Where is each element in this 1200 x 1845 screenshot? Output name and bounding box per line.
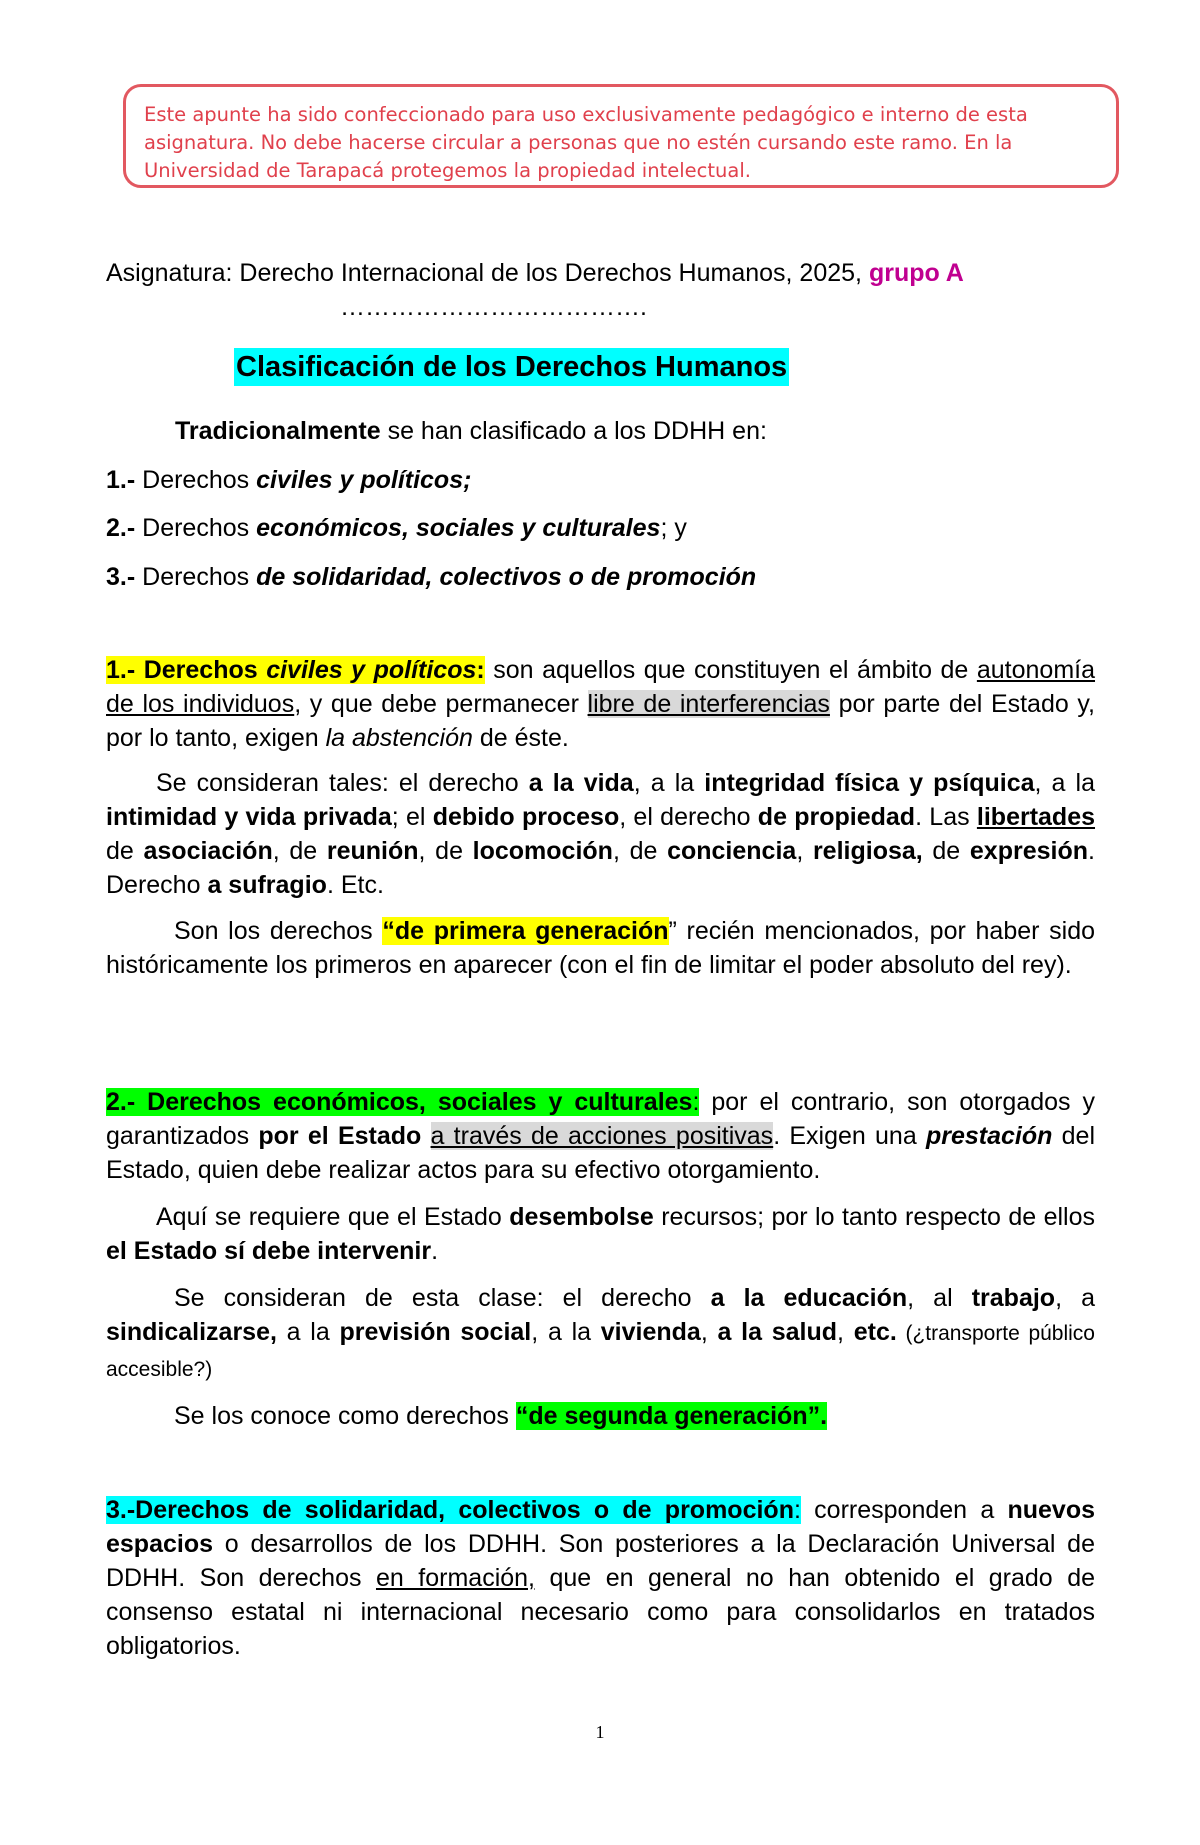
text: , el derecho xyxy=(619,803,758,831)
text: , y que debe permanecer xyxy=(294,690,588,718)
list-item xyxy=(106,463,1096,497)
text: Aquí se requiere que el Estado xyxy=(156,1203,510,1231)
text: . Las xyxy=(915,803,977,831)
list-item xyxy=(106,560,1096,594)
list-number: 1.- xyxy=(106,466,136,494)
text: , de xyxy=(418,837,473,865)
intro-line xyxy=(175,414,1165,448)
list-text: Derechos xyxy=(135,466,257,494)
text xyxy=(421,1122,430,1150)
list-item xyxy=(106,511,1096,545)
dots-line: ………………………………. xyxy=(340,293,647,321)
notice-box xyxy=(123,84,1119,188)
highlight-text: “de primera generación xyxy=(382,917,669,945)
text: . Exigen una xyxy=(773,1122,926,1150)
section1-paragraph xyxy=(106,766,1095,902)
text: , xyxy=(796,837,813,865)
text: , a la xyxy=(1034,769,1095,797)
section2-paragraph xyxy=(106,1281,1095,1387)
bold-text: vivienda xyxy=(600,1318,701,1346)
notice-text: Este apunte ha sido confeccionado para uso exclusivamente pedagógico e interno de esta asignatura. No debe hacerse circular a personas que no estén cursando este ramo. En la Universidad de Tarapacá protegemos la propiedad intelectual. xyxy=(144,103,1028,182)
section3-heading: 3.-Derechos de solidaridad, colectivos o de promoción xyxy=(106,1496,794,1524)
text: o desarrollos de los DDHH. Son posteriores a la Declaración Universal de DDHH. Son derechos xyxy=(106,1530,1095,1592)
section2-paragraph xyxy=(106,1399,1095,1433)
heading-part: civiles y políticos xyxy=(266,656,477,684)
bold-text: nuevos espacios xyxy=(106,1496,1095,1558)
list-suffix: ; y xyxy=(660,514,687,542)
bold-text: el Estado sí debe intervenir xyxy=(106,1237,432,1265)
bold-italic-text: prestación xyxy=(925,1122,1053,1150)
bold-text: etc. xyxy=(853,1318,897,1346)
bold-text: a la vida xyxy=(528,769,634,797)
bold-text: expresión xyxy=(969,837,1089,865)
text: son aquellos que constituyen el ámbito de xyxy=(484,656,977,684)
bold-text: reunión xyxy=(326,837,419,865)
italic-text: la abstención xyxy=(325,724,473,752)
text: a la xyxy=(276,1318,340,1346)
text: ” xyxy=(668,917,677,945)
bold-text: locomoción xyxy=(472,837,613,865)
bold-text: por el Estado xyxy=(258,1122,422,1150)
bold-text: a la educación xyxy=(710,1284,908,1312)
list-text: Derechos xyxy=(135,514,257,542)
text: de éste. xyxy=(472,724,569,752)
small-text: (¿transporte público accesible?) xyxy=(106,1322,1095,1381)
underlined-text: autonomía de los individuos xyxy=(106,656,1096,718)
heading-part: : xyxy=(692,1088,700,1116)
section1-paragraph xyxy=(106,653,1095,755)
list-emphasis: económicos, sociales y culturales xyxy=(256,514,661,542)
text: , de xyxy=(612,837,668,865)
intro-bold: Tradicionalmente xyxy=(175,417,381,445)
bold-text: desembolse xyxy=(509,1203,654,1231)
text: recursos; por lo tanto respecto de ellos xyxy=(653,1203,1096,1231)
page-title: Clasificación de los Derechos Humanos xyxy=(234,348,789,386)
section2-paragraph xyxy=(106,1200,1095,1268)
bold-text: a la salud xyxy=(717,1318,838,1346)
text: . xyxy=(431,1237,439,1265)
text: , a la xyxy=(633,769,705,797)
bold-text: debido proceso xyxy=(432,803,620,831)
text: recién mencionados, por haber sido históricamente los primeros en aparecer (con el fin de limitar el poder absoluto del rey). xyxy=(106,917,1096,979)
text: por parte del Estado y, por lo tanto, exigen xyxy=(106,690,1095,752)
text: del Estado, quien debe realizar actos para su efectivo otorgamiento. xyxy=(106,1122,1095,1184)
page-number: 1 xyxy=(595,1722,605,1742)
heading-part: : xyxy=(793,1496,801,1524)
text: Se consideran tales: el derecho xyxy=(156,769,529,797)
underlined-text: en formación, xyxy=(375,1564,535,1592)
section1-heading xyxy=(106,656,485,684)
text: , a la xyxy=(531,1318,601,1346)
text: . Etc. xyxy=(326,871,384,899)
bold-text: asociación xyxy=(143,837,273,865)
bold-text: intimidad y vida privada xyxy=(106,803,392,831)
text: corresponden a xyxy=(800,1496,1008,1524)
list-emphasis: civiles y políticos; xyxy=(256,466,472,494)
text: ; el xyxy=(391,803,433,831)
bold-text: sindicalizarse, xyxy=(106,1318,277,1346)
text: . Derecho xyxy=(106,837,1095,899)
text: , xyxy=(700,1318,718,1346)
bold-underlined-text: libertades xyxy=(976,803,1096,831)
list-emphasis: de solidaridad, colectivos o de promoción xyxy=(256,563,757,591)
bold-text: trabajo xyxy=(971,1284,1056,1312)
section-solidarity xyxy=(106,1493,1095,1663)
underlined-text: libre de interferencias xyxy=(587,690,830,718)
text: , a xyxy=(1055,1284,1096,1312)
group-label: grupo A xyxy=(868,259,964,287)
text: Son los derechos xyxy=(174,917,383,945)
text: , xyxy=(837,1318,854,1346)
bold-text: integridad física y psíquica xyxy=(704,769,1035,797)
intro-rest: se han clasificado a los DDHH en: xyxy=(380,417,767,445)
text: que en general no han obtenido el grado de consenso estatal ni internacional necesario como para consolidarlos en tratados obligatorios. xyxy=(106,1564,1096,1660)
heading-part: : xyxy=(476,656,485,684)
section2-heading: 2.- Derechos económicos, sociales y culturales xyxy=(106,1088,693,1116)
section1-paragraph xyxy=(106,914,1095,982)
bold-text: previsión social xyxy=(339,1318,532,1346)
subject-line xyxy=(106,256,1096,290)
bold-text: conciencia xyxy=(667,837,797,865)
text: Se los conoce como derechos xyxy=(174,1402,516,1430)
bold-text: religiosa, xyxy=(812,837,923,865)
text: de xyxy=(106,837,144,865)
section3-paragraph xyxy=(106,1493,1095,1663)
section2-paragraph xyxy=(106,1085,1095,1187)
text: , al xyxy=(907,1284,972,1312)
text: de xyxy=(922,837,970,865)
text: , de xyxy=(272,837,327,865)
bold-text: a sufragio xyxy=(207,871,327,899)
heading-part: 1.- Derechos xyxy=(106,656,267,684)
section-economic-social-cultural xyxy=(106,1085,1095,1433)
subject-text: Asignatura: Derecho Internacional de los Derechos Humanos, 2025, xyxy=(106,259,869,287)
list-number: 3.- xyxy=(106,563,136,591)
text: Se consideran de esta clase: el derecho xyxy=(174,1284,711,1312)
highlight-text: “de segunda generación”. xyxy=(515,1402,828,1430)
underlined-text: a través de acciones positivas xyxy=(430,1122,774,1150)
list-number: 2.- xyxy=(106,514,136,542)
bold-text: de propiedad xyxy=(757,803,916,831)
text: por el contrario, son otorgados y garantizados xyxy=(106,1088,1095,1150)
list-text: Derechos xyxy=(135,563,257,591)
section-civil-political xyxy=(106,653,1095,982)
